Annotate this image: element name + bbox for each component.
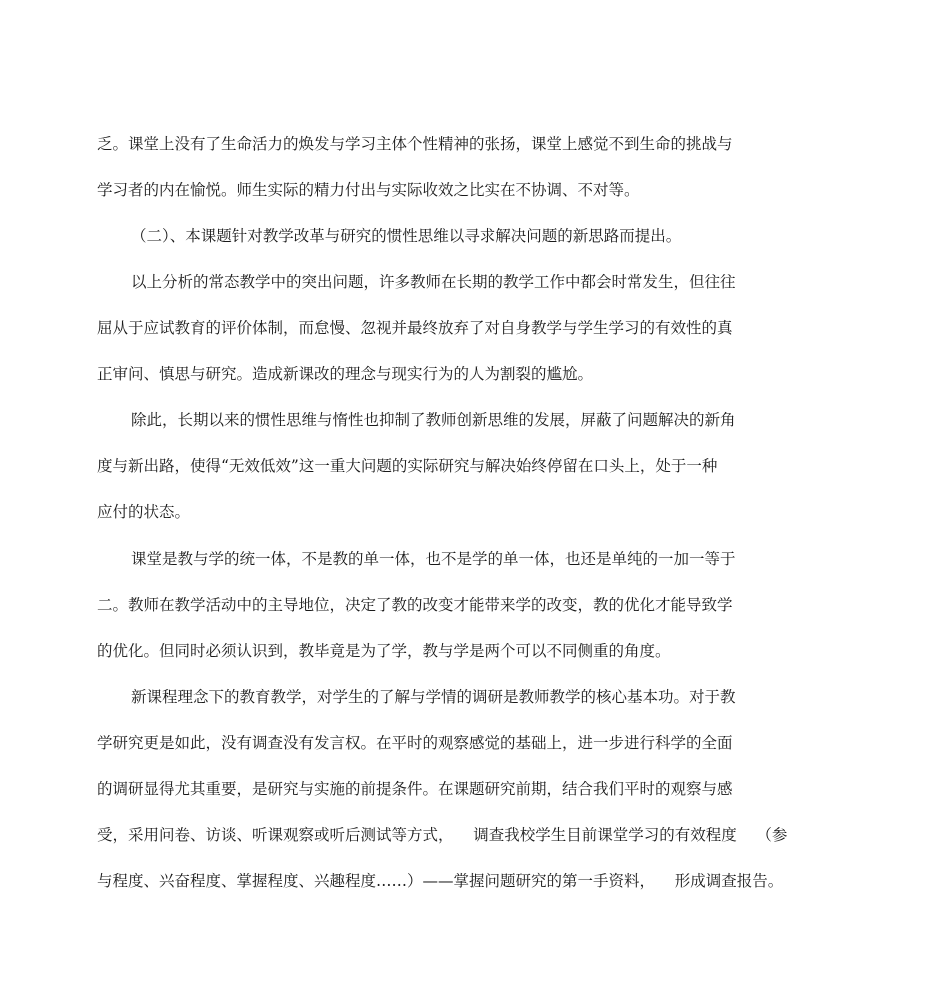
paragraph-line: 受，采用问卷、访谈、听课观察或听后测试等方式， 调查我校学生目前课堂学习的有效程度 （参 xyxy=(97,826,788,844)
paragraph-line: 学研究更是如此，没有调查没有发言权。在平时的观察感觉的基础上，进一步进行科学的全面 xyxy=(97,734,733,752)
paragraph-line: 学习者的内在愉悦。师生实际的精力付出与实际收效之比实在不协调、不对等。 xyxy=(97,181,640,199)
paragraph-line: 乏。课堂上没有了生命活力的焕发与学习主体个性精神的张扬，课堂上感觉不到生命的挑战与 xyxy=(97,135,733,153)
paragraph-line: 二。教师在教学活动中的主导地位，决定了教的改变才能带来学的改变，教的优化才能导致学 xyxy=(97,596,733,614)
paragraph-line: 以上分析的常态教学中的突出问题，许多教师在长期的教学工作中都会时常发生，但往往 xyxy=(131,273,736,291)
paragraph-line: 应付的状态。 xyxy=(97,503,191,521)
paragraph-line: 的优化。但同时必须认识到，教毕竟是为了学，教与学是两个可以不同侧重的角度。 xyxy=(97,642,671,660)
paragraph-line: 与程度、兴奋程度、掌握程度、兴趣程度……）——掌握问题研究的第一手资料， 形成调查报告。 xyxy=(97,872,784,890)
paragraph-line: 屈从于应试教育的评价体制，而怠慢、忽视并最终放弃了对自身教学与学生学习的有效性的真 xyxy=(97,319,733,337)
section-heading: （二）、本课题针对教学改革与研究的惯性思维以寻求解决问题的新思路而提出。 xyxy=(131,227,682,245)
paragraph-line: 正审问、慎思与研究。造成新课改的理念与现实行为的人为割裂的尴尬。 xyxy=(97,365,594,383)
paragraph-line: 的调研显得尤其重要，是研究与实施的前提条件。在课题研究前期，结合我们平时的观察与感 xyxy=(97,780,733,798)
paragraph-line: 课堂是教与学的统一体，不是教的单一体，也不是学的单一体，也还是单纯的一加一等于 xyxy=(131,550,736,568)
paragraph-line: 新课程理念下的教育教学，对学生的了解与学情的调研是教师教学的核心基本功。对于教 xyxy=(131,688,736,706)
paragraph-line: 度与新出路，使得“无效低效”这一重大问题的实际研究与解决始终停留在口头上，处于一种 xyxy=(97,457,718,475)
paragraph-line: 除此，长期以来的惯性思维与惰性也抑制了教师创新思维的发展，屏蔽了问题解决的新角 xyxy=(131,411,736,429)
